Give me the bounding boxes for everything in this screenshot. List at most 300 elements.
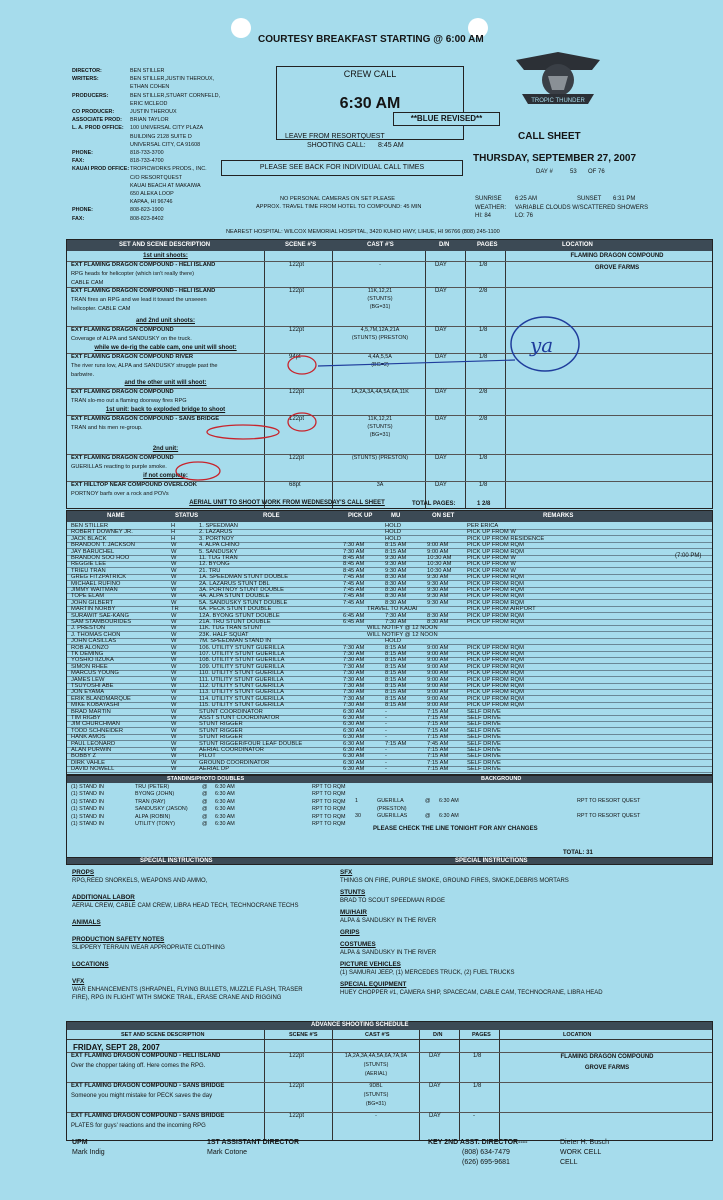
adv-dn: DAY bbox=[429, 1083, 441, 1089]
cast-cell: PICK UP FROM RQM bbox=[467, 657, 524, 664]
cast-cell: 11. TUG TRAN bbox=[199, 555, 238, 561]
cast-cell: W bbox=[171, 612, 177, 619]
standin-cell: (1) STAND IN bbox=[71, 806, 104, 813]
ad-name: Mark Cotone bbox=[207, 1149, 248, 1156]
cast-cell: 6:30 AM bbox=[343, 708, 365, 715]
adv-set: EXT FLAMING DRAGON COMPOUND - SANS BRIDGE bbox=[71, 1083, 225, 1089]
scene-pages: 2/8 bbox=[479, 389, 488, 395]
special-heading: VFX bbox=[72, 978, 85, 985]
scene-cast: 11K,12,21 bbox=[367, 288, 393, 294]
cast-cell: 7:30 AM bbox=[343, 542, 365, 549]
cast-col-status: STATUS bbox=[175, 513, 199, 519]
cast-cell: W bbox=[171, 644, 177, 651]
crew-value: UNIVERSAL CITY, CA 91608 bbox=[130, 141, 201, 148]
circle-overlook bbox=[176, 462, 220, 480]
cast-cell: SELF DRIVE bbox=[467, 753, 501, 760]
handwritten-ya: ya bbox=[530, 333, 554, 357]
cast-cell: 7:15 AM bbox=[427, 708, 449, 715]
cast-cell: ROBERT DOWNEY JR. bbox=[71, 529, 133, 536]
special-heading: SPECIAL EQUIPMENT bbox=[340, 981, 407, 988]
key-ad-name: Dieter H. Busch bbox=[560, 1139, 610, 1146]
special-heading: PRODUCTION SAFETY NOTES bbox=[72, 936, 165, 943]
cast-cell: 8:15 AM bbox=[385, 657, 407, 664]
hospital: NEAREST HOSPITAL: WILCOX MEMORIAL HOSPITAL, 3420 KUHIO HWY, LIHUE, HI 96766 (808) 245-1100 bbox=[226, 229, 500, 235]
scene-cast-2: (BG=2) bbox=[371, 362, 389, 368]
cast-cell: 9:00 AM bbox=[427, 683, 449, 689]
cast-cell: BRANDON SOO HOO bbox=[71, 555, 130, 561]
crew-label: KAUAI PROD OFFICE: bbox=[72, 166, 130, 173]
cast-cell: 9:30 AM bbox=[385, 567, 407, 574]
cast-cell: W bbox=[171, 753, 177, 760]
scene-desc: TRAN and his men re-group. bbox=[71, 425, 143, 431]
cast-cell: TK DEMING bbox=[71, 651, 104, 657]
cast-cell: 8:30 AM bbox=[385, 599, 407, 606]
crew-label: PHONE: bbox=[72, 150, 93, 156]
cast-cell: 8:15 AM bbox=[385, 676, 407, 683]
notice-travel: APPROX. TRAVEL TIME FROM HOTEL TO COMPOUND: 45 MIN bbox=[256, 204, 422, 210]
key-phone-2: (626) 695-9681 bbox=[462, 1159, 510, 1166]
cast-cell: 106. UTILITY STUNT GUERILLA bbox=[199, 644, 285, 651]
scene-cast: 3A bbox=[376, 482, 384, 488]
cast-cell: SELF DRIVE bbox=[467, 747, 501, 753]
cast-cell: MARTIN NORBY bbox=[71, 606, 116, 613]
standin-cell: @ bbox=[202, 784, 208, 790]
cast-cell: 7:30 AM bbox=[343, 670, 365, 677]
scene-desc: GUERILLAS reacting to purple smoke. bbox=[71, 464, 167, 470]
special-text: RPG,REED SNORKELS, WEAPONS AND AMMO, bbox=[72, 878, 208, 884]
special-text: ALPA & SANDUSKY IN THE RIVER bbox=[340, 918, 437, 924]
standin-cell: (1) STAND IN bbox=[71, 798, 104, 805]
crew-value: BEN STILLER,STUART CORNFELD, bbox=[130, 92, 220, 99]
crew-value: ETHAN COHEN bbox=[130, 84, 170, 91]
scene-unit-note: and the other unit will shoot: bbox=[124, 380, 207, 386]
cast-cell: PICK UP FROM W bbox=[467, 561, 516, 568]
special-heading: LOCATIONS bbox=[72, 961, 109, 968]
cast-cell: - bbox=[385, 727, 387, 734]
standins-header: STANDINS/PHOTO DOUBLES bbox=[167, 776, 245, 782]
cast-cell: W bbox=[171, 580, 177, 587]
cast-cell: HOLD bbox=[385, 529, 402, 536]
background-cell: 1 bbox=[355, 798, 358, 804]
cast-cell: 7:15 AM bbox=[427, 747, 449, 753]
key-ad-label: KEY 2ND ASST. DIRECTOR---- bbox=[428, 1139, 528, 1146]
cast-cell: 8:15 AM bbox=[385, 683, 407, 689]
scene-cast: 4,4A,5,5A bbox=[368, 354, 392, 360]
cast-cell: H bbox=[171, 529, 176, 536]
scene-cast: 11K,12,21 bbox=[367, 416, 393, 422]
weather-label: WEATHER: bbox=[475, 205, 507, 211]
cast-cell: H bbox=[171, 535, 176, 542]
standin-cell: (1) STAND IN bbox=[71, 791, 104, 798]
cast-cell: PICK UP FROM RQM bbox=[467, 580, 524, 587]
crew-value: BUILDING 2128 SUITE D bbox=[130, 133, 192, 140]
scene-number: 122pt bbox=[289, 288, 305, 294]
cast-cell: 7:30 AM bbox=[343, 663, 365, 670]
adv-pages: - bbox=[473, 1113, 475, 1119]
cast-cell: PICK UP FROM RQM bbox=[467, 651, 524, 657]
cast-cell: JAMES LEW bbox=[71, 676, 105, 683]
scene-number: 122pt bbox=[289, 327, 305, 333]
cast-cell: 9:30 AM bbox=[427, 574, 449, 581]
crew-label: FAX: bbox=[72, 215, 85, 222]
cast-cell: ALAN PURWIN bbox=[71, 747, 112, 753]
scene-cast-2: (STUNTS) bbox=[367, 296, 393, 302]
cast-cell: W bbox=[171, 683, 177, 689]
cast-cell: - bbox=[385, 721, 387, 728]
cast-cell: 7:15 AM bbox=[427, 727, 449, 734]
standin-cell: RPT TO RQM bbox=[312, 798, 346, 805]
standin-cell: RPT TO RQM bbox=[312, 813, 346, 820]
background-cell: 30 bbox=[355, 813, 361, 820]
cast-cell: 9:00 AM bbox=[427, 657, 449, 664]
remark-note: (7:00 PM) bbox=[675, 553, 702, 559]
adv-col-set: SET AND SCENE DESCRIPTION bbox=[121, 1032, 205, 1038]
scene-dn: DAY bbox=[435, 288, 447, 294]
scene-note: barbwire. bbox=[71, 372, 95, 378]
cast-cell: PILOT bbox=[199, 753, 216, 760]
cast-cell: SELF DRIVE bbox=[467, 740, 501, 747]
scene-desc: The river runs low, ALPA and SANDUSKY struggle past the bbox=[71, 363, 218, 369]
cast-cell: 9:00 AM bbox=[427, 670, 449, 677]
background-cell: 6:30 AM bbox=[439, 813, 459, 820]
crew-value: BEN STILLER,JUSTIN THEROUX, bbox=[130, 76, 215, 83]
cast-cell: W bbox=[171, 651, 177, 657]
crew-value: KAPAA, HI 96746 bbox=[130, 199, 173, 206]
cast-cell: JON EYAMA bbox=[71, 689, 105, 696]
cast-cell: SELF DRIVE bbox=[467, 708, 501, 715]
cast-cell: 9:30 AM bbox=[427, 580, 449, 587]
cast-cell: W bbox=[171, 702, 177, 709]
scene-dn: DAY bbox=[435, 262, 447, 268]
cast-cell: PICK UP FROM RQM bbox=[467, 574, 524, 581]
crew-label: PHONE: bbox=[72, 207, 93, 214]
cast-cell: 7:45 AM bbox=[427, 740, 449, 747]
cast-col-name: NAME bbox=[107, 513, 125, 519]
col-pages: PAGES bbox=[477, 242, 498, 248]
cast-cell: W bbox=[171, 759, 177, 766]
standin-cell: SANDUSKY (JASON) bbox=[135, 806, 188, 813]
scene-desc: TRAN slo-mo out a flaming doorway fires RPG bbox=[71, 398, 187, 404]
cast-cell: TODD SCHNEIDER bbox=[71, 727, 124, 734]
cast-cell: JAY BARUCHEL bbox=[71, 548, 115, 555]
background-cell: GUERILLAS bbox=[377, 813, 408, 820]
adv-dn: DAY bbox=[429, 1113, 441, 1119]
cast-cell: DIRK VAHLE bbox=[71, 759, 106, 766]
background-cell: GUERILLA bbox=[377, 798, 404, 804]
cast-cell: - bbox=[385, 766, 387, 773]
cast-cell: STUNT RIGGER/FOUR LEAF DOUBLE bbox=[199, 740, 303, 747]
cast-cell: 8:30 AM bbox=[385, 587, 407, 593]
cast-cell: PICK UP FROM RQM bbox=[467, 702, 524, 709]
cast-cell: PICK UP FROM RQM bbox=[467, 599, 524, 606]
cast-cell: J. THOMAS CHON bbox=[71, 631, 121, 638]
temp-hi: HI: 84 bbox=[475, 213, 492, 219]
cast-cell: 7:30 AM bbox=[343, 689, 365, 696]
temp-lo: LO: 76 bbox=[515, 213, 534, 219]
cast-cell: SELF DRIVE bbox=[467, 766, 501, 773]
scene-desc: Coverage of ALPA and SANDUSKY on the truck. bbox=[71, 336, 192, 342]
cast-cell: 8:30 AM bbox=[427, 619, 449, 625]
cast-cell: 9:30 AM bbox=[385, 561, 407, 568]
cast-cell: AERIAL COORDINATOR bbox=[199, 747, 264, 753]
standin-cell: @ bbox=[202, 798, 208, 805]
logo-text: TROPIC THUNDER bbox=[531, 98, 585, 104]
cast-cell: WILL NOTIFY @ 12 NOON bbox=[367, 631, 438, 638]
cast-cell: J. PRESTON bbox=[71, 625, 106, 632]
cast-cell: PICK UP FROM W bbox=[467, 555, 516, 561]
cast-cell: 9:30 AM bbox=[427, 587, 449, 593]
notice-cameras: NO PERSONAL CAMERAS ON SET PLEASE bbox=[280, 196, 396, 202]
cast-cell: W bbox=[171, 670, 177, 677]
cast-cell: TR bbox=[171, 606, 179, 613]
sunrise-label: SUNRISE bbox=[475, 196, 502, 202]
circle-sans-bridge bbox=[207, 425, 279, 439]
cast-cell: HOLD bbox=[385, 535, 402, 542]
adv-scene: 122pt bbox=[289, 1083, 305, 1089]
cast-cell: ROB ALONZO bbox=[71, 644, 109, 651]
cast-cell: W bbox=[171, 740, 177, 747]
standin-cell: RPT TO RQM bbox=[312, 806, 346, 813]
adv-col-dn: D/N bbox=[433, 1032, 443, 1038]
special-heading: ADDITIONAL LABOR bbox=[72, 894, 135, 901]
cast-cell: 8:45 AM bbox=[343, 567, 365, 574]
scene-number: 122pt bbox=[289, 262, 305, 268]
scene-set: EXT HILLTOP NEAR COMPOUND OVERLOOK bbox=[71, 482, 197, 488]
cast-cell: 7:15 AM bbox=[427, 715, 449, 721]
cast-cell: MARCUS YOUNG bbox=[71, 670, 119, 677]
cast-cell: 6:45 AM bbox=[343, 619, 365, 625]
cast-cell: 8:15 AM bbox=[385, 670, 407, 677]
cast-cell: STUNT RIGGER bbox=[199, 734, 243, 741]
cast-cell: HANK AMOS bbox=[71, 734, 106, 741]
standin-cell: 6:30 AM bbox=[215, 821, 235, 827]
cast-cell: - bbox=[385, 708, 387, 715]
cast-cell: 6:30 AM bbox=[343, 747, 365, 753]
crew-value: KAUAI BEACH AT MAKAIWA bbox=[130, 182, 201, 189]
sunrise: 6:25 AM bbox=[515, 196, 538, 202]
crew-value: C/O RESORTQUEST bbox=[130, 174, 183, 181]
cast-cell: YOSHIO IIZUKA bbox=[71, 657, 114, 664]
cast-cell: 7:30 AM bbox=[343, 651, 365, 657]
crew-value: 650 ALEKA LOOP bbox=[130, 191, 174, 197]
cast-cell: W bbox=[171, 587, 177, 593]
cast-cell: BEN STILLER bbox=[71, 523, 109, 529]
scene-cast-3: (BG=31) bbox=[369, 304, 391, 310]
day-label: DAY # bbox=[536, 169, 553, 175]
cast-cell: W bbox=[171, 695, 177, 702]
cast-cell: 23K. HALF SQUAT bbox=[199, 631, 249, 638]
adv-col-location: LOCATION bbox=[563, 1032, 592, 1038]
cast-cell: W bbox=[171, 721, 177, 728]
standin-cell: RPT TO RQM bbox=[312, 784, 346, 790]
cast-cell: TRIEU TRAN bbox=[71, 567, 106, 574]
cast-cell: GREG FITZPATRICK bbox=[71, 574, 127, 581]
blue-revised-badge: **BLUE REVISED** bbox=[393, 112, 500, 126]
special-heading: MU/HAIR bbox=[340, 909, 367, 916]
cast-cell: 4A. ALPA STUNT DOUBLE bbox=[199, 593, 270, 600]
cast-cell: W bbox=[171, 567, 177, 574]
special-text: BRAD TO SCOUT SPEEDMAN RIDGE bbox=[340, 898, 446, 904]
special-heading: ANIMALS bbox=[72, 919, 101, 926]
cast-cell: 107. UTILITY STUNT GUERILLA bbox=[199, 651, 285, 657]
total-pages: 1 2/8 bbox=[477, 501, 491, 507]
cast-cell: STUNT RIGGER bbox=[199, 727, 243, 734]
cast-cell: SIMON RHEE bbox=[71, 663, 108, 670]
scene-number: 122pt bbox=[289, 455, 305, 461]
scene-location-1: FLAMING DRAGON COMPOUND bbox=[570, 253, 664, 259]
cast-cell: 7:45 AM bbox=[343, 587, 365, 593]
cast-cell: SELF DRIVE bbox=[467, 721, 501, 728]
standin-cell: 6:30 AM bbox=[215, 798, 235, 805]
cast-cell: - bbox=[385, 734, 387, 741]
cast-cell: 1. SPEEDMAN bbox=[199, 523, 238, 529]
scene-set: EXT FLAMING DRAGON COMPOUND - SANS BRIDGE bbox=[71, 416, 220, 422]
work-cell-label: WORK CELL bbox=[560, 1149, 602, 1156]
special-text: AERIAL CREW, CABLE CAM CREW, LIBRA HEAD TECH, TECHNOCRANE TECHS bbox=[72, 903, 299, 909]
sunset-label: SUNSET bbox=[577, 196, 602, 202]
background-cell: (PRESTON) bbox=[377, 805, 407, 812]
scene-unit-note: 2nd unit: bbox=[152, 446, 179, 452]
adv-cast: 1A,2A,3A,4A,5A,6A,7A,9A bbox=[344, 1053, 408, 1059]
cast-cell: 8:45 AM bbox=[343, 561, 365, 568]
call-sheet-title: CALL SHEET bbox=[518, 131, 581, 142]
cast-cell: W bbox=[171, 548, 177, 555]
cast-cell: 112. UTILITY STUNT GUERILLA bbox=[199, 683, 285, 689]
cast-cell: 6:30 AM bbox=[343, 715, 365, 721]
scene-set: EXT FLAMING DRAGON COMPOUND bbox=[71, 389, 174, 395]
cast-cell: 7:30 AM bbox=[343, 548, 365, 555]
special-text: (1) SAMURAI JEEP, (1) MERCEDES TRUCK, (2) FUEL TRUCKS bbox=[340, 970, 515, 976]
adv-desc: Over the chopper taking off. Here comes the RPG. bbox=[71, 1063, 206, 1069]
cast-cell: SURAWIT SAE-KANG bbox=[71, 612, 129, 619]
cast-cell: 8:30 AM bbox=[385, 593, 407, 600]
cast-cell: 7:30 AM bbox=[343, 702, 365, 709]
cast-cell: 7:30 AM bbox=[385, 619, 407, 625]
cast-cell: 11K. TUG TRAN STUNT bbox=[199, 625, 263, 632]
cast-cell: W bbox=[171, 715, 177, 721]
upm-name: Mark Indig bbox=[72, 1149, 105, 1156]
cast-cell: 9:00 AM bbox=[427, 676, 449, 683]
crew-value: 818-733-3700 bbox=[130, 150, 164, 156]
standin-cell: (1) STAND IN bbox=[71, 821, 104, 827]
crew-value: TROPICWORKS PRODS., INC. bbox=[130, 166, 207, 173]
special-heading: SFX bbox=[340, 869, 353, 876]
cast-cell: 6:30 AM bbox=[343, 734, 365, 741]
scene-set: EXT FLAMING DRAGON COMPOUND bbox=[71, 327, 174, 333]
cast-cell: PER ERICA bbox=[467, 523, 499, 529]
cast-cell: 10:30 AM bbox=[427, 561, 452, 568]
standin-cell: @ bbox=[202, 821, 208, 827]
special-header-left: SPECIAL INSTRUCTIONS bbox=[140, 858, 213, 864]
adv-cast3: (BG=31) bbox=[365, 1101, 387, 1107]
upm-label: UPM bbox=[72, 1139, 88, 1146]
cast-cell: TIM RIGBY bbox=[71, 715, 101, 721]
cast-cell: 7:30 AM bbox=[343, 683, 365, 689]
cast-cell: PICK UP FROM RQM bbox=[467, 689, 524, 696]
cast-cell: BRANDON T. JACKSON bbox=[71, 542, 135, 549]
cast-cell: 7:30 AM bbox=[343, 676, 365, 683]
cast-cell: PICK UP FROM RQM bbox=[467, 542, 524, 549]
standin-cell: 6:30 AM bbox=[215, 791, 235, 798]
adv-desc: PLATES for guys' reactions and the incoming RPG bbox=[71, 1123, 206, 1129]
cast-cell: W bbox=[171, 657, 177, 664]
cast-cell: W bbox=[171, 555, 177, 561]
cast-cell: W bbox=[171, 593, 177, 600]
cast-cell: H bbox=[171, 523, 176, 529]
background-cell: @ bbox=[425, 798, 431, 804]
cast-cell: 111. UTILITY STUNT GUERILLA bbox=[199, 676, 284, 683]
key-phone-1: (808) 634-7479 bbox=[462, 1149, 510, 1156]
cast-cell: 109. UTILITY STUNT GUERILLA bbox=[199, 663, 285, 670]
cast-cell: 3A. PORTNOY STUNT DOUBLE bbox=[199, 587, 285, 593]
total-pages-label: TOTAL PAGES: bbox=[412, 501, 456, 507]
leave-from: LEAVE FROM RESORTQUEST bbox=[285, 133, 385, 140]
cast-cell: SELF DRIVE bbox=[467, 734, 501, 741]
adv-col-pages: PAGES bbox=[472, 1032, 491, 1038]
cast-cell: 7:30 AM bbox=[343, 657, 365, 664]
cast-col-onset: ON SET bbox=[432, 513, 455, 519]
cast-cell: W bbox=[171, 561, 177, 568]
cast-cell: PICK UP FROM W bbox=[467, 529, 516, 536]
special-text: SLIPPERY TERRAIN WEAR APPROPRIATE CLOTHING bbox=[72, 945, 225, 951]
scene-pages: 2/8 bbox=[479, 416, 488, 422]
crew-value: 808-823-8402 bbox=[130, 215, 164, 222]
cast-cell: PICK UP FROM RQM bbox=[467, 676, 524, 683]
cast-cell: W bbox=[171, 574, 177, 581]
cast-cell: W bbox=[171, 676, 177, 683]
scene-cast-3: (BG=31) bbox=[369, 432, 391, 438]
cast-cell: 8:15 AM bbox=[385, 689, 407, 696]
cast-cell: 10:30 AM bbox=[427, 555, 452, 561]
standin-cell: 6:30 AM bbox=[215, 813, 235, 820]
cast-cell: 7:15 AM bbox=[427, 721, 449, 728]
cast-cell: W bbox=[171, 663, 177, 670]
cast-cell: STUNT COORDINATOR bbox=[199, 708, 263, 715]
cast-cell: W bbox=[171, 747, 177, 753]
cast-cell: 8:15 AM bbox=[385, 651, 407, 657]
cast-cell: 9:00 AM bbox=[427, 651, 449, 657]
cast-cell: 9:00 AM bbox=[427, 644, 449, 651]
scene-number: 122pt bbox=[289, 416, 305, 422]
cast-cell: TOPE ELAM bbox=[71, 593, 105, 600]
special-heading: PROPS bbox=[72, 869, 95, 876]
cast-cell: 2A. LAZARUS STUNT DBL bbox=[199, 580, 270, 587]
col-scene: SCENE #'S bbox=[285, 242, 317, 248]
cast-cell: SELF DRIVE bbox=[467, 727, 501, 734]
adv-desc: Someone you might mistake for PECK saves the day bbox=[71, 1093, 213, 1099]
cast-cell: WILL NOTIFY @ 12 NOON bbox=[367, 625, 438, 632]
special-header-right: SPECIAL INSTRUCTIONS bbox=[455, 858, 528, 864]
cast-cell: TRAVEL TO KAUAI bbox=[367, 606, 418, 613]
cast-cell: TSUYOSHI ABE bbox=[71, 683, 114, 689]
breakfast-banner: COURTESY BREAKFAST STARTING @ 6:00 AM bbox=[258, 34, 484, 45]
crew-value: 808-823-1900 bbox=[130, 207, 164, 214]
adv-scene: 122pt bbox=[289, 1113, 305, 1119]
cast-cell: 9:00 AM bbox=[427, 689, 449, 696]
cast-cell: W bbox=[171, 766, 177, 773]
scene-number: 68pt bbox=[289, 482, 301, 488]
cast-cell: 8:15 AM bbox=[385, 695, 407, 702]
cast-cell: PICK UP FROM RQM bbox=[467, 593, 524, 600]
sheet-date: THURSDAY, SEPTEMBER 27, 2007 bbox=[473, 153, 637, 164]
special-text: THINGS ON FIRE, PURPLE SMOKE, GROUND FIRES, SMOKE,DEBRIS MORTARS bbox=[340, 878, 569, 884]
crew-call-label: CREW CALL bbox=[343, 69, 397, 79]
standin-cell: UTILITY (TONY) bbox=[135, 821, 175, 827]
advance-location-2: GROVE FARMS bbox=[584, 1065, 630, 1071]
cast-cell: SELF DRIVE bbox=[467, 759, 501, 766]
cast-cell: 21A. TRU STUNT DOUBLE bbox=[199, 619, 271, 625]
weather: VARIABLE CLOUDS W/SCATTERED SHOWERS bbox=[515, 205, 649, 211]
